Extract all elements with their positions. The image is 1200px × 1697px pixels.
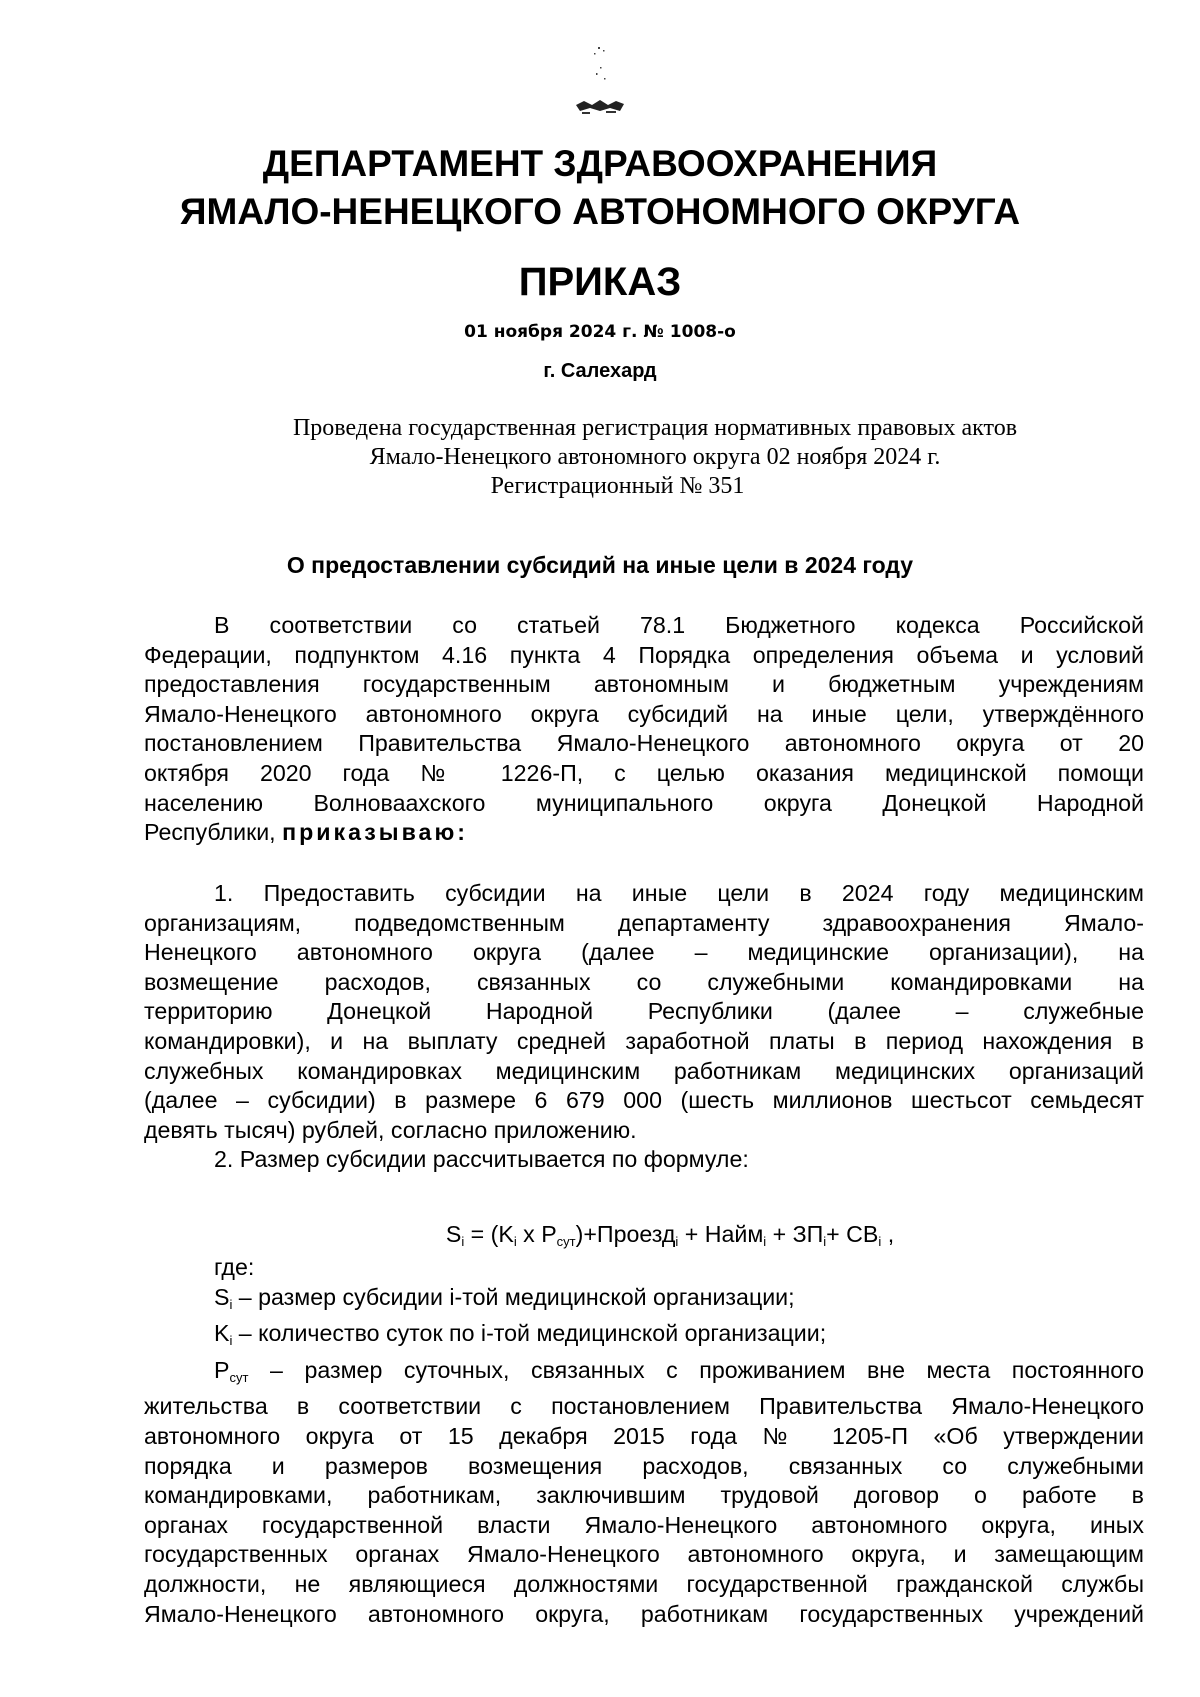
formula-part: + Найм: [678, 1221, 764, 1247]
order-date-number: 01 ноября 2024 г. № 1008-о: [464, 322, 736, 342]
text-line: (далее – субсидии) в размере 6 679 000 (шесть миллионов шестьсот семьдесят: [144, 1087, 1144, 1114]
registration-line-3: Регистрационный № 351: [490, 473, 745, 499]
text-line: территорию Донецкой Народной Республики (далее – служебные: [144, 998, 1144, 1025]
text-line: [144, 818, 1144, 848]
definition-text: – количество суток по i-той медицинской организации;: [232, 1320, 827, 1347]
text-line: государственных органах Ямало-Ненецкого автономного округа, и замещающим: [144, 1541, 1144, 1568]
formula-k: K: [214, 1320, 230, 1347]
text-line: Ямало-Ненецкого автономного округа, работникам государственных учреждений: [144, 1600, 1144, 1627]
definition-s: [144, 1283, 1144, 1320]
text-line: организациям, подведомственным департаменту здравоохранения Ямало-: [144, 909, 1144, 936]
text-line: октября 2020 года № 1226-П, с целью оказания медицинской помощи: [144, 759, 1144, 786]
text-line: командировками, работникам, заключившим трудовой договор о работе в: [144, 1482, 1144, 1509]
registration-line-1: Проведена государственная регистрация нормативных правовых актов: [292, 415, 1018, 441]
formula-p: P: [214, 1356, 230, 1383]
text-line: возмещение расходов, связанных со служебными командировками на: [144, 968, 1144, 995]
item-2-text: 2. Размер субсидии рассчитывается по формуле:: [214, 1146, 749, 1173]
formula-index: i: [229, 1296, 233, 1312]
order-city: г. Салехард: [543, 360, 657, 382]
formula-index: i: [513, 1234, 517, 1249]
formula-definitions: [144, 1253, 1144, 1629]
formula-s: S: [214, 1283, 230, 1310]
formula-p: P: [541, 1221, 557, 1247]
department-line-1: ДЕПАРТАМЕНТ ЗДРАВООХРАНЕНИЯ: [262, 143, 938, 184]
preamble-end: Республики,: [144, 819, 276, 846]
preamble-paragraph: [144, 611, 1144, 848]
text-line: органах государственной власти Ямало-Ненецкого автономного округа, иных: [144, 1511, 1144, 1538]
formula-part: х: [516, 1221, 542, 1247]
formula-index: i: [675, 1234, 679, 1249]
formula-index: i: [763, 1234, 767, 1249]
formula-part: + ЗП: [766, 1221, 824, 1247]
registration-stamp: [220, 414, 1090, 501]
text-line: жительства в соответствии с постановлением Правительства Ямало-Ненецкого: [144, 1393, 1144, 1420]
text-line: командировки), и на выплату средней заработной платы в период нахождения в: [144, 1027, 1144, 1054]
text-line: населению Волноваахского муниципального округа Донецкой Народной: [144, 789, 1144, 816]
formula-sut: сут: [229, 1369, 249, 1385]
formula-part: ,: [881, 1221, 895, 1247]
text-line: автономного округа от 15 декабря 2015 года № 1205-П «Об утверждении: [144, 1422, 1144, 1449]
department-name: [0, 140, 1200, 236]
formula-part: )+Проезд: [575, 1221, 676, 1247]
text-line: девять тысяч) рублей, согласно приложению.: [144, 1116, 637, 1143]
item-1-paragraph: [144, 879, 1144, 1175]
formula-index: i: [878, 1234, 882, 1249]
definition-text: – размер субсидии i-той медицинской организации;: [232, 1283, 795, 1310]
text-line: порядка и размеров возмещения расходов, связанных со служебными: [144, 1452, 1144, 1479]
formula-part: + СВ: [826, 1221, 879, 1247]
order-subject: О предоставлении субсидий на иные цели в 2024 году: [286, 552, 914, 578]
text-line: Ненецкого автономного округа (далее – медицинские организации), на: [144, 939, 1144, 966]
document-type: ПРИКАЗ: [518, 260, 682, 304]
formula-part: = (: [464, 1221, 499, 1247]
subsidy-formula: [0, 1221, 1200, 1249]
registration-line-2: Ямало-Ненецкого автономного округа 02 ноября 2024 г.: [369, 444, 941, 470]
formula-index: i: [823, 1234, 827, 1249]
formula-index: i: [229, 1333, 233, 1349]
text-line: предоставления государственным автономным и бюджетным учреждениям: [144, 671, 1144, 698]
definition-text: – размер суточных, связанных с проживанием вне места постоянного: [248, 1356, 1144, 1383]
text-line: Ямало-Ненецкого автономного округа субсидий на иные цели, утверждённого: [144, 700, 1144, 727]
text-line: служебных командировках медицинским работникам медицинских организаций: [144, 1057, 1144, 1084]
order-word: приказываю:: [282, 819, 468, 846]
department-line-2: ЯМАЛО-НЕНЕЦКОГО АВТОНОМНОГО ОКРУГА: [179, 191, 1021, 232]
coat-of-arms-icon: [570, 45, 630, 125]
formula-index: i: [461, 1234, 465, 1249]
text-line: 1. Предоставить субсидии на иные цели в 2024 году медицинским: [214, 880, 1144, 906]
definition-k: [144, 1319, 1144, 1356]
formula-k: K: [498, 1221, 514, 1247]
text-line: постановлением Правительства Ямало-Ненецкого автономного округа от 20: [144, 730, 1144, 757]
where-label: где:: [214, 1254, 255, 1280]
text-line: должности, не являющиеся должностями государственной гражданской службы: [144, 1570, 1144, 1597]
text-line: Федерации, подпунктом 4.16 пункта 4 Порядка определения объема и условий: [144, 641, 1144, 668]
text-line: В соответствии со статьей 78.1 Бюджетного кодекса Российской: [214, 612, 1144, 638]
definition-p: [144, 1356, 1144, 1393]
formula-s: S: [445, 1221, 462, 1247]
formula-sut: сут: [556, 1234, 576, 1249]
